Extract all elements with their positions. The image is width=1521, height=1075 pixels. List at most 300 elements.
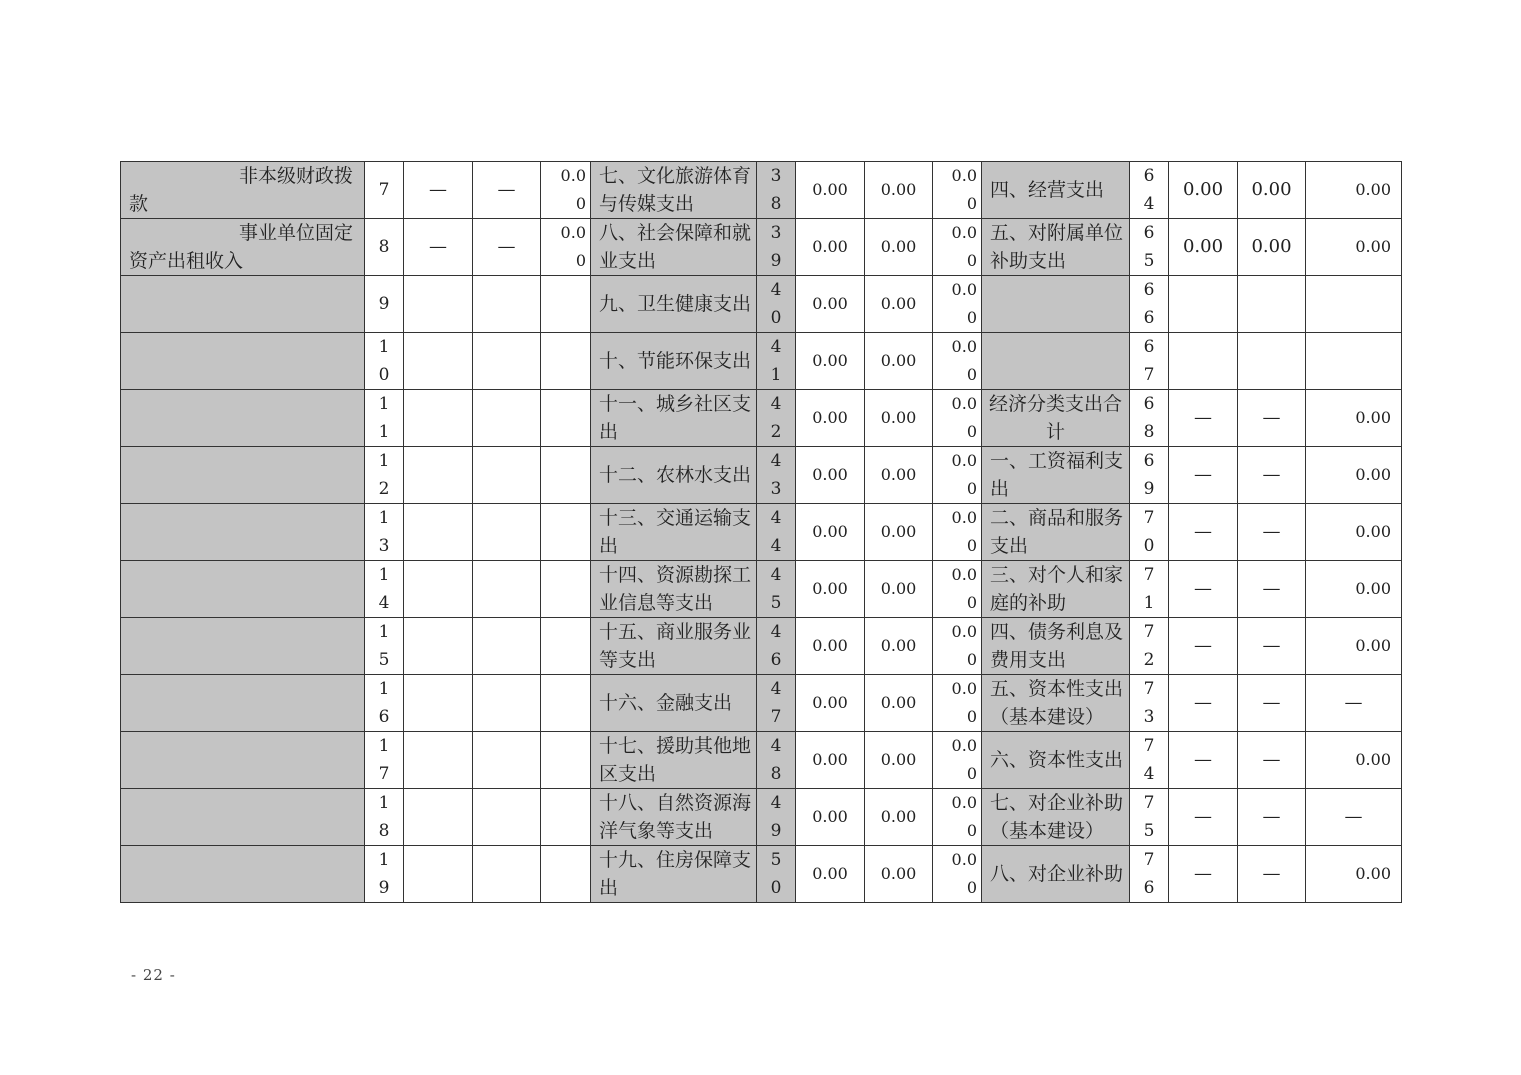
economic-expense-label <box>982 333 1130 390</box>
table-row <box>121 732 1402 789</box>
function-col-b: 0.00 <box>865 276 933 333</box>
function-col-c <box>933 789 982 846</box>
function-col-c-line-1: 0.0 <box>951 394 977 413</box>
function-line-number-line-2: 0 <box>770 308 782 328</box>
function-line-number <box>757 162 796 219</box>
income-item-label <box>121 846 365 903</box>
economic-col-c: 0.00 <box>1306 618 1402 675</box>
income-col-b: — <box>473 219 541 276</box>
function-col-c-line-1: 0.0 <box>951 337 977 356</box>
income-item-label <box>121 675 365 732</box>
economic-expense-label: 二、商品和服务支出 <box>982 504 1130 561</box>
economic-col-b: — <box>1238 618 1306 675</box>
income-col-b: — <box>473 162 541 219</box>
function-col-c <box>933 732 982 789</box>
income-line-number <box>365 447 404 504</box>
function-line-number <box>757 276 796 333</box>
function-col-b: 0.00 <box>865 390 933 447</box>
economic-col-a: — <box>1169 618 1238 675</box>
function-col-a: 0.00 <box>796 219 865 276</box>
income-line-number-line-1: 1 <box>378 679 390 699</box>
economic-col-c: 0.00 <box>1306 732 1402 789</box>
economic-line-number-line-2: 0 <box>1143 536 1155 556</box>
income-col-b <box>473 504 541 561</box>
income-line-number-line-1: 9 <box>378 294 390 314</box>
income-line-number-line-1: 1 <box>378 394 390 414</box>
income-col-a <box>404 561 473 618</box>
income-item-label <box>121 789 365 846</box>
function-col-c <box>933 561 982 618</box>
function-col-c-line-2: 0 <box>966 308 977 327</box>
function-col-a: 0.00 <box>796 789 865 846</box>
budget-table-container <box>120 161 1402 903</box>
function-line-number-line-2: 2 <box>770 422 782 442</box>
economic-expense-label: 五、资本性支出（基本建设） <box>982 675 1130 732</box>
function-line-number <box>757 219 796 276</box>
income-col-b <box>473 732 541 789</box>
income-item-label <box>121 390 365 447</box>
economic-col-a: — <box>1169 732 1238 789</box>
function-col-c-line-1: 0.0 <box>951 508 977 527</box>
economic-col-b: — <box>1238 447 1306 504</box>
income-line-number-line-1: 7 <box>378 180 390 200</box>
function-col-c-line-2: 0 <box>966 194 977 213</box>
function-col-a: 0.00 <box>796 732 865 789</box>
function-line-number-line-2: 5 <box>770 593 782 613</box>
income-col-b <box>473 447 541 504</box>
table-row <box>121 219 1402 276</box>
function-line-number-line-1: 4 <box>770 565 782 585</box>
function-line-number-line-1: 4 <box>770 280 782 300</box>
income-col-b <box>473 618 541 675</box>
economic-line-number-line-1: 6 <box>1143 337 1155 357</box>
income-line-number <box>365 333 404 390</box>
economic-line-number <box>1130 447 1169 504</box>
income-line-number-line-2: 9 <box>378 878 390 898</box>
function-col-c <box>933 675 982 732</box>
economic-col-c: 0.00 <box>1306 504 1402 561</box>
function-line-number-line-2: 3 <box>770 479 782 499</box>
income-item-label-text: 非本级财政拨款 <box>129 165 354 215</box>
function-col-a: 0.00 <box>796 276 865 333</box>
economic-expense-label: 八、对企业补助 <box>982 846 1130 903</box>
economic-col-c: 0.00 <box>1306 390 1402 447</box>
income-line-number-line-1: 1 <box>378 337 390 357</box>
economic-col-a <box>1169 333 1238 390</box>
economic-col-b: — <box>1238 675 1306 732</box>
economic-col-a: — <box>1169 846 1238 903</box>
income-line-number <box>365 276 404 333</box>
function-col-c <box>933 162 982 219</box>
income-line-number-line-1: 1 <box>378 622 390 642</box>
income-line-number-line-2: 3 <box>378 536 390 556</box>
income-item-label <box>121 333 365 390</box>
income-col-b <box>473 276 541 333</box>
function-expense-label: 十一、城乡社区支出 <box>591 390 757 447</box>
economic-line-number-line-1: 7 <box>1143 793 1155 813</box>
economic-expense-label: 经济分类支出合计 <box>982 390 1130 447</box>
function-line-number <box>757 390 796 447</box>
income-line-number-line-2: 0 <box>378 365 390 385</box>
function-line-number-line-1: 4 <box>770 394 782 414</box>
economic-line-number-line-2: 6 <box>1143 308 1155 328</box>
economic-col-c: 0.00 <box>1306 219 1402 276</box>
economic-expense-label: 三、对个人和家庭的补助 <box>982 561 1130 618</box>
income-line-number-line-1: 1 <box>378 793 390 813</box>
table-row <box>121 333 1402 390</box>
function-line-number <box>757 789 796 846</box>
function-line-number-line-1: 4 <box>770 679 782 699</box>
income-col-c <box>541 504 591 561</box>
function-col-c-line-2: 0 <box>966 764 977 783</box>
function-line-number <box>757 618 796 675</box>
function-col-c <box>933 504 982 561</box>
income-line-number <box>365 162 404 219</box>
function-line-number-line-1: 4 <box>770 793 782 813</box>
function-line-number-line-1: 4 <box>770 508 782 528</box>
economic-line-number <box>1130 675 1169 732</box>
income-col-c <box>541 675 591 732</box>
function-col-c <box>933 333 982 390</box>
function-col-b: 0.00 <box>865 504 933 561</box>
economic-expense-label: 四、经营支出 <box>982 162 1130 219</box>
economic-line-number-line-1: 6 <box>1143 394 1155 414</box>
economic-col-b <box>1238 276 1306 333</box>
economic-line-number <box>1130 618 1169 675</box>
page-number: - 22 - <box>131 966 176 984</box>
table-row <box>121 618 1402 675</box>
economic-line-number-line-2: 4 <box>1143 194 1155 214</box>
income-item-label <box>121 561 365 618</box>
income-line-number <box>365 618 404 675</box>
income-line-number <box>365 219 404 276</box>
function-line-number-line-1: 4 <box>770 622 782 642</box>
income-col-c <box>541 618 591 675</box>
function-col-c <box>933 846 982 903</box>
budget-table <box>120 161 1402 903</box>
income-line-number-line-1: 1 <box>378 451 390 471</box>
function-col-a: 0.00 <box>796 390 865 447</box>
economic-col-b: — <box>1238 732 1306 789</box>
income-item-label <box>121 162 365 219</box>
income-line-number-line-2: 1 <box>378 422 390 442</box>
income-col-a <box>404 447 473 504</box>
economic-col-a: — <box>1169 789 1238 846</box>
income-line-number-line-2: 4 <box>378 593 390 613</box>
income-col-c <box>541 390 591 447</box>
function-col-b: 0.00 <box>865 162 933 219</box>
economic-col-b: — <box>1238 789 1306 846</box>
income-col-c <box>541 561 591 618</box>
function-line-number-line-2: 7 <box>770 707 782 727</box>
income-line-number-line-1: 1 <box>378 565 390 585</box>
function-col-c-line-1: 0.0 <box>951 223 977 242</box>
economic-line-number-line-2: 6 <box>1143 878 1155 898</box>
income-col-a <box>404 789 473 846</box>
economic-expense-label: 五、对附属单位补助支出 <box>982 219 1130 276</box>
income-col-c-line-1: 0.0 <box>560 166 586 185</box>
function-line-number-line-2: 0 <box>770 878 782 898</box>
income-line-number-line-2: 2 <box>378 479 390 499</box>
function-col-c-line-2: 0 <box>966 251 977 270</box>
income-item-label <box>121 276 365 333</box>
economic-line-number <box>1130 561 1169 618</box>
function-line-number-line-2: 9 <box>770 251 782 271</box>
economic-line-number <box>1130 219 1169 276</box>
income-item-label-text: 事业单位固定资产出租收入 <box>129 222 354 272</box>
table-row <box>121 504 1402 561</box>
income-line-number <box>365 675 404 732</box>
function-line-number <box>757 561 796 618</box>
economic-line-number-line-1: 6 <box>1143 451 1155 471</box>
economic-col-c: — <box>1306 675 1402 732</box>
income-col-a <box>404 333 473 390</box>
function-line-number-line-1: 4 <box>770 337 782 357</box>
economic-col-b: — <box>1238 504 1306 561</box>
income-line-number <box>365 789 404 846</box>
function-line-number-line-2: 6 <box>770 650 782 670</box>
income-col-c <box>541 732 591 789</box>
economic-line-number-line-1: 7 <box>1143 565 1155 585</box>
economic-line-number-line-2: 1 <box>1143 593 1155 613</box>
economic-expense-label: 六、资本性支出 <box>982 732 1130 789</box>
income-col-c <box>541 846 591 903</box>
income-item-label <box>121 504 365 561</box>
function-col-c-line-2: 0 <box>966 878 977 897</box>
income-line-number <box>365 846 404 903</box>
function-expense-label: 七、文化旅游体育与传媒支出 <box>591 162 757 219</box>
economic-line-number <box>1130 162 1169 219</box>
function-col-b: 0.00 <box>865 333 933 390</box>
economic-col-b <box>1238 333 1306 390</box>
economic-col-c: 0.00 <box>1306 561 1402 618</box>
function-expense-label: 十、节能环保支出 <box>591 333 757 390</box>
income-col-c <box>541 333 591 390</box>
function-col-a: 0.00 <box>796 618 865 675</box>
function-line-number-line-1: 3 <box>770 166 782 186</box>
function-line-number-line-2: 4 <box>770 536 782 556</box>
function-col-c-line-2: 0 <box>966 821 977 840</box>
income-col-a <box>404 504 473 561</box>
income-col-b <box>473 333 541 390</box>
economic-line-number-line-1: 7 <box>1143 508 1155 528</box>
economic-col-c: — <box>1306 789 1402 846</box>
economic-col-a: 0.00 <box>1169 162 1238 219</box>
economic-line-number-line-1: 7 <box>1143 622 1155 642</box>
function-col-c-line-2: 0 <box>966 707 977 726</box>
economic-col-c: 0.00 <box>1306 162 1402 219</box>
economic-col-b: — <box>1238 561 1306 618</box>
function-col-c-line-2: 0 <box>966 593 977 612</box>
economic-line-number-line-2: 7 <box>1143 365 1155 385</box>
income-col-a <box>404 846 473 903</box>
income-col-a <box>404 390 473 447</box>
function-line-number-line-2: 1 <box>770 365 782 385</box>
function-line-number-line-2: 9 <box>770 821 782 841</box>
economic-col-a: — <box>1169 561 1238 618</box>
economic-col-b: 0.00 <box>1238 162 1306 219</box>
economic-expense-label: 一、工资福利支出 <box>982 447 1130 504</box>
income-col-a: — <box>404 162 473 219</box>
function-col-b: 0.00 <box>865 219 933 276</box>
income-line-number-line-2: 6 <box>378 707 390 727</box>
economic-line-number <box>1130 276 1169 333</box>
function-line-number <box>757 447 796 504</box>
income-item-label <box>121 732 365 789</box>
income-line-number-line-2: 5 <box>378 650 390 670</box>
economic-line-number <box>1130 846 1169 903</box>
function-col-b: 0.00 <box>865 561 933 618</box>
function-expense-label: 十五、商业服务业等支出 <box>591 618 757 675</box>
economic-line-number-line-1: 7 <box>1143 850 1155 870</box>
income-item-label <box>121 618 365 675</box>
table-row <box>121 789 1402 846</box>
income-line-number-line-1: 1 <box>378 508 390 528</box>
function-col-c-line-2: 0 <box>966 650 977 669</box>
income-col-a <box>404 732 473 789</box>
economic-line-number <box>1130 504 1169 561</box>
function-line-number-line-1: 4 <box>770 736 782 756</box>
function-col-c-line-2: 0 <box>966 479 977 498</box>
income-line-number-line-2: 7 <box>378 764 390 784</box>
income-col-c <box>541 276 591 333</box>
income-col-a <box>404 675 473 732</box>
function-col-c-line-1: 0.0 <box>951 850 977 869</box>
income-col-a <box>404 276 473 333</box>
economic-col-a: — <box>1169 390 1238 447</box>
economic-line-number-line-1: 7 <box>1143 679 1155 699</box>
economic-line-number-line-1: 6 <box>1143 166 1155 186</box>
function-expense-label: 十七、援助其他地区支出 <box>591 732 757 789</box>
function-line-number <box>757 333 796 390</box>
function-col-c-line-1: 0.0 <box>951 793 977 812</box>
economic-col-c <box>1306 333 1402 390</box>
table-row <box>121 390 1402 447</box>
economic-line-number-line-1: 6 <box>1143 223 1155 243</box>
function-col-b: 0.00 <box>865 789 933 846</box>
function-line-number-line-2: 8 <box>770 194 782 214</box>
economic-line-number-line-2: 4 <box>1143 764 1155 784</box>
income-line-number <box>365 732 404 789</box>
function-col-c <box>933 276 982 333</box>
economic-expense-label <box>982 276 1130 333</box>
income-line-number <box>365 561 404 618</box>
income-col-b <box>473 561 541 618</box>
table-row <box>121 276 1402 333</box>
function-line-number <box>757 504 796 561</box>
table-body <box>121 162 1402 903</box>
income-item-label <box>121 447 365 504</box>
function-col-c-line-1: 0.0 <box>951 166 977 185</box>
function-col-c-line-2: 0 <box>966 536 977 555</box>
economic-col-c <box>1306 276 1402 333</box>
function-col-c <box>933 390 982 447</box>
income-line-number-line-1: 1 <box>378 850 390 870</box>
economic-col-a: 0.00 <box>1169 219 1238 276</box>
income-col-c <box>541 162 591 219</box>
income-col-a <box>404 618 473 675</box>
function-col-a: 0.00 <box>796 561 865 618</box>
function-expense-label: 十六、金融支出 <box>591 675 757 732</box>
function-expense-label: 十九、住房保障支出 <box>591 846 757 903</box>
income-line-number <box>365 390 404 447</box>
function-col-c-line-1: 0.0 <box>951 679 977 698</box>
economic-line-number-line-2: 8 <box>1143 422 1155 442</box>
income-line-number-line-1: 8 <box>378 237 390 257</box>
economic-expense-label: 七、对企业补助（基本建设） <box>982 789 1130 846</box>
function-col-c <box>933 219 982 276</box>
income-col-b <box>473 675 541 732</box>
economic-line-number <box>1130 333 1169 390</box>
function-col-c <box>933 618 982 675</box>
table-row <box>121 561 1402 618</box>
income-item-label <box>121 219 365 276</box>
table-row <box>121 447 1402 504</box>
income-col-c-line-2: 0 <box>575 251 586 270</box>
function-line-number <box>757 732 796 789</box>
economic-col-a <box>1169 276 1238 333</box>
function-col-a: 0.00 <box>796 447 865 504</box>
income-line-number-line-1: 1 <box>378 736 390 756</box>
function-line-number-line-1: 3 <box>770 223 782 243</box>
income-col-c-line-2: 0 <box>575 194 586 213</box>
economic-line-number-line-2: 3 <box>1143 707 1155 727</box>
economic-line-number-line-2: 5 <box>1143 251 1155 271</box>
function-line-number <box>757 675 796 732</box>
economic-col-a: — <box>1169 447 1238 504</box>
economic-col-c: 0.00 <box>1306 846 1402 903</box>
income-col-b <box>473 789 541 846</box>
economic-line-number-line-1: 7 <box>1143 736 1155 756</box>
function-expense-label: 十二、农林水支出 <box>591 447 757 504</box>
table-row <box>121 162 1402 219</box>
economic-col-b: — <box>1238 846 1306 903</box>
economic-col-b: 0.00 <box>1238 219 1306 276</box>
income-col-c <box>541 219 591 276</box>
income-line-number-line-2: 8 <box>378 821 390 841</box>
function-expense-label: 九、卫生健康支出 <box>591 276 757 333</box>
income-line-number <box>365 504 404 561</box>
function-col-b: 0.00 <box>865 675 933 732</box>
income-col-b <box>473 390 541 447</box>
function-col-c-line-1: 0.0 <box>951 280 977 299</box>
economic-col-b: — <box>1238 390 1306 447</box>
function-expense-label: 十八、自然资源海洋气象等支出 <box>591 789 757 846</box>
function-col-c-line-2: 0 <box>966 422 977 441</box>
function-line-number <box>757 846 796 903</box>
function-expense-label: 十四、资源勘探工业信息等支出 <box>591 561 757 618</box>
function-col-a: 0.00 <box>796 162 865 219</box>
economic-line-number <box>1130 732 1169 789</box>
function-col-b: 0.00 <box>865 618 933 675</box>
income-col-c-line-1: 0.0 <box>560 223 586 242</box>
function-col-b: 0.00 <box>865 447 933 504</box>
function-col-c-line-1: 0.0 <box>951 736 977 755</box>
function-col-b: 0.00 <box>865 732 933 789</box>
economic-col-c: 0.00 <box>1306 447 1402 504</box>
function-col-a: 0.00 <box>796 846 865 903</box>
function-col-a: 0.00 <box>796 504 865 561</box>
economic-line-number-line-2: 9 <box>1143 479 1155 499</box>
income-col-c <box>541 447 591 504</box>
function-expense-label: 八、社会保障和就业支出 <box>591 219 757 276</box>
function-col-c-line-1: 0.0 <box>951 565 977 584</box>
economic-line-number-line-2: 5 <box>1143 821 1155 841</box>
function-line-number-line-1: 5 <box>770 850 782 870</box>
table-row <box>121 675 1402 732</box>
income-col-a: — <box>404 219 473 276</box>
economic-line-number-line-2: 2 <box>1143 650 1155 670</box>
